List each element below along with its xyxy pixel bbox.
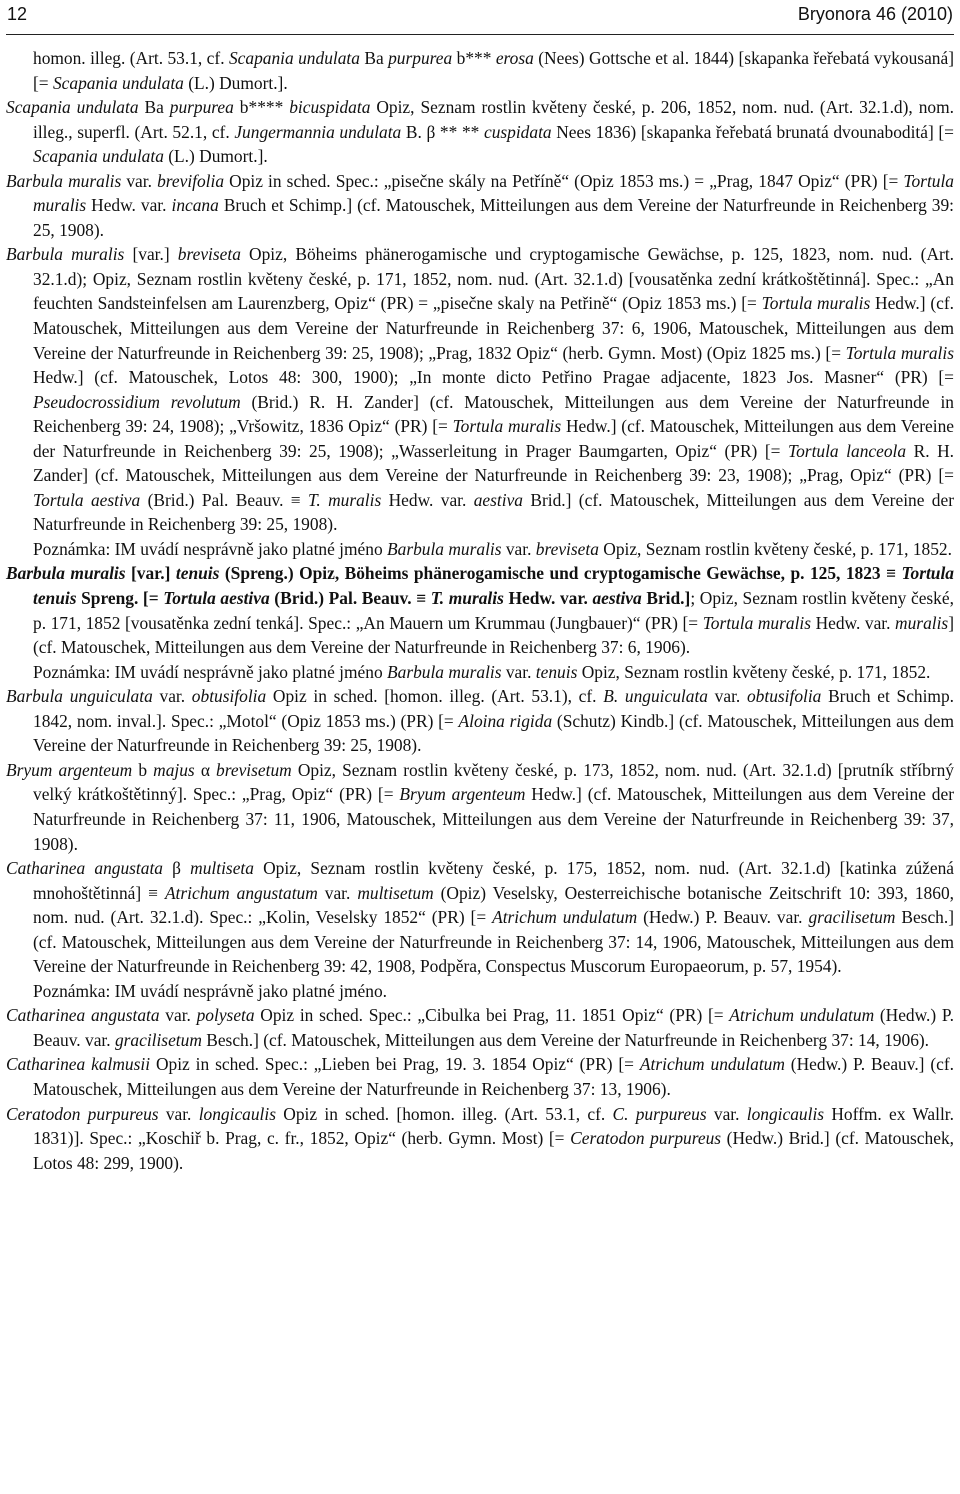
taxon-name: Jungermannia undulata xyxy=(234,121,402,142)
text-run: Hedw.] (cf. Matouschek, Mitteilungen aus dem Vereine der Naturfreunde in Reichenberg 37: 11, 1906, Matouschek, Mitteilungen aus dem Vereine der Naturfreunde in Reichenberg 39: 37, 1908). xyxy=(33,784,954,854)
text-run: var. xyxy=(121,170,158,191)
text-run: Hedw.] (cf. Matouschek, Mitteilungen aus dem Vereine der Naturfreunde in Reichenberg 39: 25, 1908); „Wasserleitung in Prager Baumgarten, Opiz“ (PR) [= xyxy=(33,416,955,461)
taxon-name: Tortula muralis xyxy=(702,612,811,633)
taxon-name: Ceratodon purpureus xyxy=(6,1103,159,1124)
text-run: Opiz in sched. Spec.: „Cibulka bei Prag, 11. 1851 Opiz“ (PR) [= xyxy=(254,1005,730,1026)
text-run: B. β ** ** xyxy=(401,121,484,142)
text-run: b*** xyxy=(452,48,496,68)
taxon-entry xyxy=(6,856,954,979)
text-run: Bruch et Schimp. 1842, nom. inval.]. Spec.: „Motol“ (Opiz 1853 ms.) (PR) [= xyxy=(33,686,955,731)
taxon-entry xyxy=(6,46,954,95)
taxon-entry xyxy=(6,758,954,856)
text-run: Hedw.] (cf. Matouschek, Mitteilungen aus dem Vereine der Naturfreunde in Reichenberg 37: 6, 1906, Matouschek, Mitteilungen aus dem Vereine der Naturfreunde in Reichenberg 39: 25, 1908); „Prag, 1832 Opiz“ (herb. Gymn. Most) (Opiz 1825 ms.) [= xyxy=(33,293,955,363)
taxon-name: Tortula tenuis xyxy=(33,563,954,609)
taxon-name: brevisetum xyxy=(216,759,292,780)
text-run: Hedw. var. xyxy=(503,588,593,609)
taxon-name: Scapania undulata xyxy=(52,72,184,93)
note-paragraph xyxy=(6,660,954,685)
taxon-name: Aloina rigida xyxy=(458,710,553,731)
taxon-name: aestiva xyxy=(473,489,523,510)
taxon-entry xyxy=(6,95,954,169)
text-run: (Schutz) Kindb.] (cf. Matouschek, Mitteilungen aus dem Vereine der Naturfreunde in Reichenberg 39: 25, 1908). xyxy=(33,710,954,756)
text-run: Opiz, Seznam rostlin květeny české, p. 171, 1852. xyxy=(598,538,952,559)
taxon-name: obtusifolia xyxy=(191,686,267,707)
taxon-name: Atrichum undulatum xyxy=(639,1054,785,1075)
taxon-name: Barbula muralis xyxy=(387,661,502,682)
running-title: Bryonora 46 (2010) xyxy=(797,4,953,24)
text-run: var. xyxy=(706,1103,747,1124)
text-run: Opiz, Seznam rostlin květeny české, p. 175, 1852, nom. nud. (Art. 32.1.d) [katinka zúžená mnohoštětinná] ≡ xyxy=(33,858,954,903)
taxon-entry xyxy=(6,684,954,758)
text-run: Hedw. var. xyxy=(86,195,172,216)
taxon-name: Tortula lanceola xyxy=(788,440,907,461)
taxon-entry xyxy=(6,169,954,243)
taxon-name: Bryum argenteum xyxy=(6,759,133,780)
text-run: Opiz in sched. [homon. illeg. (Art. 53.1, cf. xyxy=(276,1103,613,1124)
text-run: [var.] xyxy=(125,563,176,584)
text-run: var. xyxy=(501,661,536,682)
taxon-name: purpurea xyxy=(169,97,234,118)
taxon-name: Tortula aestiva xyxy=(33,489,141,510)
page-number: 12 xyxy=(7,4,28,24)
taxon-name: Catharinea kalmusii xyxy=(6,1054,151,1075)
text-run: Ba xyxy=(138,97,170,118)
taxon-name: Tortula muralis xyxy=(33,170,954,216)
taxon-entry xyxy=(6,561,954,659)
taxon-name: purpurea xyxy=(388,48,453,68)
taxon-name: obtusifolia xyxy=(746,686,822,707)
taxon-name: breviseta xyxy=(177,244,241,265)
text-run: Opiz, Seznam rostlin květeny české, p. 173, 1852, nom. nud. (Art. 32.1.d) [prutník stříbrný velký krátkoštětinný]. Spec.: „Prag, Opiz“ (PR) [= xyxy=(33,759,954,805)
taxon-entry xyxy=(6,1003,954,1052)
taxon-name: longicaulis xyxy=(746,1103,825,1124)
text-run: var. xyxy=(501,538,536,559)
taxon-name: Barbula unguiculata xyxy=(6,686,153,707)
taxon-name: Tortula muralis xyxy=(845,342,954,363)
note-paragraph xyxy=(6,537,954,562)
text-run: (Hedw.) P. Beauv.] (cf. Matouschek, Mitteilungen aus dem Vereine der Naturfreunde in Reichenberg 37: 13, 1906). xyxy=(33,1054,954,1099)
text-run: α xyxy=(194,759,217,780)
text-run: Besch.] (cf. Matouschek, Mitteilungen aus dem Vereine der Naturfreunde in Reichenberg 37: 14, 1906). xyxy=(201,1029,930,1050)
text-run: Opiz, Seznam rostlin květeny české, p. 171, 1852. xyxy=(577,661,931,682)
taxon-name: Atrichum undulatum xyxy=(492,907,638,928)
text-run: (Brid.) Pal. Beauv. ≡ xyxy=(269,588,431,609)
taxon-name: polyseta xyxy=(196,1005,255,1026)
text-run: Hedw. var. xyxy=(811,612,896,633)
taxon-name: cuspidata xyxy=(483,121,552,142)
taxon-name: Bryum argenteum xyxy=(399,784,526,805)
text-run: Poznámka: IM uvádí nesprávně jako platné jméno xyxy=(33,538,387,559)
taxon-name: incana xyxy=(171,195,219,216)
text-run: Opiz, Böheims phänerogamische und cryptogamische Gewächse, p. 125, 1823, nom. nud. (Art. 32.1.d); Opiz, Seznam rostlin květeny české, p. 171, 1852, nom. nud. (Art. 32.1.d) [vousatěnka zední krátkoštětinná]. Spec.: „An feuchten Sandsteinfelsen am Laurenzberg, Opiz“ (PR) = „pisečne skaly na Petřině“ (Opiz 1853 ms.) [= xyxy=(33,244,955,314)
taxon-name: Tortula aestiva xyxy=(163,588,270,609)
taxon-name: brevifolia xyxy=(157,170,225,191)
taxon-name: bicuspidata xyxy=(289,97,371,118)
text-run: var. xyxy=(317,882,358,903)
taxon-name: tenuis xyxy=(535,661,578,682)
text-run: var. xyxy=(707,686,747,707)
taxon-name: Catharinea angustata xyxy=(6,1005,160,1026)
text-run: Opiz, Seznam rostlin květeny české, p. 206, 1852, nom. nud. (Art. 32.1.d), nom. illeg., superfl. (Art. 52.1, cf. xyxy=(33,97,954,142)
taxon-name: B. unguiculata xyxy=(603,686,708,707)
taxon-name: Pseudocrossidium revolutum xyxy=(33,391,241,412)
taxon-name: Barbula muralis xyxy=(387,538,502,559)
taxon-name: Atrichum angustatum xyxy=(164,882,318,903)
text-run: (Spreng.) Opiz, Böheims phänerogamische und cryptogamische Gewächse, p. 125, 1823 ≡ xyxy=(219,563,902,584)
text-run: (Opiz) Veselsky, Oesterreichische botanische Zeitschrift 10: 393, 1860, nom. nud. (Art. 32.1.d). Spec.: „Kolin, Veselsky 1852“ (PR) [= xyxy=(33,882,954,928)
text-run: b**** xyxy=(233,97,290,118)
text-run: homon. illeg. (Art. 53.1, cf. xyxy=(33,48,229,68)
text-run: ; Opiz, Seznam rostlin květeny české, p. 171, 1852 [vousatěnka zední tenká]. Spec.: „An Mauern um Krummau (Jungbauer)“ (PR) [= xyxy=(33,588,954,633)
text-run: (Hedw.) Brid.] (cf. Matouschek, Lotos 48: 299, 1900). xyxy=(33,1128,954,1173)
taxon-name: Barbula muralis xyxy=(6,563,126,584)
page-header xyxy=(6,0,954,35)
text-run: Besch.] (cf. Matouschek, Mitteilungen aus dem Vereine der Naturfreunde in Reichenberg 37: 14, 1906, Matouschek, Mitteilungen aus dem Vereine der Naturfreunde in Reichenberg 39: 42, 1908, Podpěra, Conspectus Muscorum Europaeorum, p. 57, 1954). xyxy=(33,907,954,977)
taxon-name: T. muralis xyxy=(307,489,382,510)
taxon-name: multisetum xyxy=(357,882,434,903)
text-run: (Brid.) Pal. Beauv. ≡ xyxy=(140,489,308,510)
text-run: b xyxy=(132,759,154,780)
text-run: (Hedw.) P. Beauv. var. xyxy=(33,1005,955,1050)
taxon-name: longicaulis xyxy=(198,1103,276,1124)
text-run: Bruch et Schimp.] (cf. Matouschek, Mitteilungen aus dem Vereine der Naturfreunde in Reichenberg 39: 25, 1908). xyxy=(33,195,955,240)
text-run: [var.] xyxy=(124,244,178,265)
taxon-name: erosa xyxy=(495,48,534,68)
text-run: Hedw.] (cf. Matouschek, Lotos 48: 300, 1900); „In monte dicto Petřino Pragae adjacente, 1823 Jos. Masner“ (PR) [= xyxy=(33,367,954,388)
text-run: Poznámka: IM uvádí nesprávně jako platné jméno xyxy=(33,661,387,682)
text-run: Brid.] xyxy=(641,588,691,609)
taxon-name: majus xyxy=(153,759,195,780)
text-run: ] (cf. Matouschek, Mitteilungen aus dem Vereine der Naturfreunde in Reichenberg 37: 6, 1906). xyxy=(33,612,954,658)
taxon-name: tenuis xyxy=(175,563,220,584)
text-run: Hedw. var. xyxy=(381,489,474,510)
text-run: Poznámka: IM uvádí nesprávně jako platné jméno. xyxy=(33,980,387,1001)
taxon-name: Scapania undulata xyxy=(33,146,164,167)
taxon-entry xyxy=(6,1052,954,1101)
taxon-name: muralis xyxy=(895,612,949,633)
taxon-name: Tortula muralis xyxy=(761,293,871,314)
taxon-name: Scapania undulata xyxy=(6,97,139,118)
taxon-name: Scapania undulata xyxy=(228,48,360,68)
body-text xyxy=(6,46,954,1175)
text-run: Ba xyxy=(359,48,389,68)
taxon-entry xyxy=(6,242,954,537)
taxon-name: Barbula muralis xyxy=(6,170,122,191)
text-run: (Hedw.) P. Beauv. var. xyxy=(637,907,809,928)
taxon-name: Catharinea angustata xyxy=(6,858,163,879)
text-run: Hoffm. ex Wallr. 1831)]. Spec.: „Koschiř b. Prag, c. fr., 1852, Opiz“ (herb. Gymn. Most) [= xyxy=(33,1103,954,1149)
text-run: Nees 1836) [skapanka řeřebatá brunatá dvounaboditá] [= xyxy=(551,121,954,142)
text-run: Opiz in sched. Spec.: „Lieben bei Prag, 19. 3. 1854 Opiz“ (PR) [= xyxy=(150,1054,640,1075)
text-run: Spreng. [= xyxy=(76,588,164,609)
taxon-name: aestiva xyxy=(592,588,642,609)
text-run: Brid.] (cf. Matouschek, Mitteilungen aus dem Vereine der Naturfreunde in Reichenberg 39: 25, 1908). xyxy=(33,489,955,535)
taxon-name: breviseta xyxy=(535,538,599,559)
text-run: (Brid.) R. H. Zander] (cf. Matouschek, Mitteilungen aus dem Vereine der Naturfreunde in Reichenberg 39: 24, 1908); „Vršowitz, 1836 Opiz“ (PR) [= xyxy=(33,391,954,437)
text-run: var. xyxy=(158,1103,199,1124)
taxon-name: multiseta xyxy=(190,858,254,879)
taxon-name: Tortula muralis xyxy=(452,416,562,437)
taxon-name: Atrichum undulatum xyxy=(729,1005,875,1026)
taxon-name: gracilisetum xyxy=(114,1029,202,1050)
note-paragraph xyxy=(6,979,954,1004)
taxon-name: T. muralis xyxy=(430,588,504,609)
text-run: R. H. Zander] (cf. Matouschek, Mitteilungen aus dem Vereine der Naturfreunde in Reichenberg 39: 23, 1908); „Prag, Opiz“ (PR) [= xyxy=(33,440,955,486)
text-run: (L.) Dumort.]. xyxy=(183,72,288,93)
text-run: Opiz in sched. Spec.: „pisečne skály na Petříně“ (Opiz 1853 ms.) = „Prag, 1847 Opiz“ (PR) [= xyxy=(224,170,904,191)
taxon-entry xyxy=(6,1102,954,1176)
text-run: var. xyxy=(159,1005,197,1026)
text-run: (Nees) Gottsche et al. 1844) [skapanka řeřebatá vykousaná] [= xyxy=(33,48,955,93)
taxon-name: C. purpureus xyxy=(612,1103,707,1124)
taxon-name: Ceratodon purpureus xyxy=(570,1128,722,1149)
text-run: (L.) Dumort.]. xyxy=(163,146,268,167)
taxon-name: gracilisetum xyxy=(808,907,896,928)
text-run: var. xyxy=(152,686,192,707)
taxon-name: Barbula muralis xyxy=(6,244,125,265)
text-run: β xyxy=(163,858,191,879)
text-run: Opiz in sched. [homon. illeg. (Art. 53.1), cf. xyxy=(266,686,604,707)
